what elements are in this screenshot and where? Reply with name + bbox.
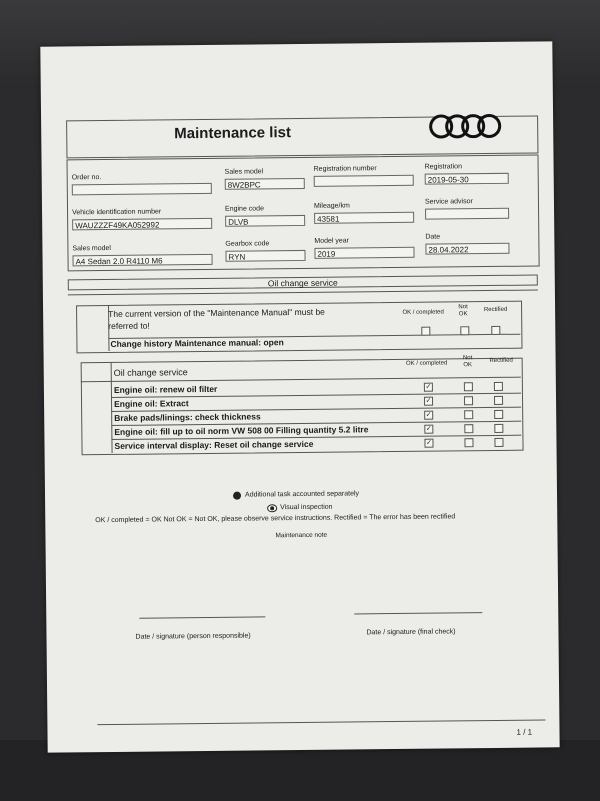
task-not-ok-checkbox[interactable] bbox=[464, 382, 473, 391]
sales-model-code-label: Sales model bbox=[224, 168, 264, 176]
oil-col-rectified-header: Rectified bbox=[489, 357, 513, 365]
order-no-field bbox=[72, 183, 212, 195]
signature-line-left bbox=[139, 616, 265, 618]
section-title: Oil change service bbox=[68, 275, 538, 291]
task-ok-checkbox[interactable]: ✓ bbox=[425, 397, 432, 405]
task-ok-checkbox[interactable]: ✓ bbox=[425, 411, 432, 419]
additional-task-dot-icon bbox=[233, 492, 241, 500]
oil-task-text: Brake pads/linings: check thickness bbox=[114, 411, 261, 423]
service-advisor-label: Service advisor bbox=[424, 198, 473, 206]
engine-code-label: Engine code bbox=[224, 205, 264, 213]
task-ok-checkbox[interactable]: ✓ bbox=[426, 439, 432, 447]
task-ok-checkbox[interactable]: ✓ bbox=[425, 383, 432, 391]
maintenance-note-label: Maintenance note bbox=[275, 531, 328, 540]
col-rectified-header: Rectified bbox=[483, 306, 508, 314]
legend-additional: Additional task accounted separately bbox=[244, 490, 360, 499]
registration-field: 2019-05-30 bbox=[425, 173, 509, 185]
visual-inspection-eye-icon bbox=[267, 504, 277, 512]
signature-right-label: Date / signature (final check) bbox=[366, 628, 456, 637]
four-rings-logo bbox=[429, 114, 509, 139]
page-number: 1 / 1 bbox=[516, 727, 533, 737]
task-rectified-checkbox[interactable] bbox=[494, 438, 503, 447]
oil-task-text: Engine oil: Extract bbox=[114, 398, 189, 409]
order-no-label: Order no. bbox=[71, 174, 102, 182]
oil-task-text: Engine oil: renew oil filter bbox=[113, 383, 218, 395]
oil-left-column bbox=[81, 362, 113, 453]
engine-code-field: DLVB bbox=[225, 215, 305, 227]
gearbox-code-field: RYN bbox=[225, 250, 305, 262]
model-year-field: 2019 bbox=[314, 247, 414, 259]
registration-label: Registration bbox=[424, 163, 462, 171]
manual-notice bbox=[108, 305, 378, 332]
sales-model-field: A4 Sedan 2.0 R4110 M6 bbox=[73, 254, 213, 266]
registration-number-field bbox=[314, 175, 414, 187]
date-field: 28.04.2022 bbox=[425, 243, 509, 255]
legend-visual: Visual inspection bbox=[280, 503, 333, 512]
task-rectified-checkbox[interactable] bbox=[494, 382, 503, 391]
task-ok-checkbox[interactable]: ✓ bbox=[425, 425, 432, 433]
page-title: Maintenance list bbox=[174, 124, 292, 143]
vin-label: Vehicle identification number bbox=[72, 208, 162, 217]
date-label: Date bbox=[425, 233, 441, 241]
service-advisor-field bbox=[425, 208, 509, 220]
mileage-field: 43581 bbox=[314, 212, 414, 224]
col-ok-header: OK / completed bbox=[402, 309, 444, 316]
manual-history: Change history Maintenance manual: open bbox=[110, 337, 284, 349]
task-rectified-checkbox[interactable] bbox=[494, 424, 503, 433]
vin-field: WAUZZZF49KA052992 bbox=[72, 218, 212, 230]
manual-notice-line1: The current version of the "Maintenance Manual" must be bbox=[108, 306, 325, 320]
oil-col-ok-header: OK / completed bbox=[405, 360, 448, 367]
registration-number-label: Registration number bbox=[313, 165, 377, 173]
gearbox-code-label: Gearbox code bbox=[225, 240, 270, 248]
manual-ok-checkbox[interactable] bbox=[421, 327, 430, 336]
task-not-ok-checkbox[interactable] bbox=[464, 410, 473, 419]
task-rectified-checkbox[interactable] bbox=[494, 396, 503, 405]
legend-explanation: OK / completed = OK Not OK = Not OK, please observe service instructions. Rectified = The error has been rectified bbox=[95, 513, 456, 525]
signature-left-label: Date / signature (person responsible) bbox=[135, 632, 251, 641]
mileage-label: Mileage/km bbox=[313, 202, 350, 210]
manual-not-ok-checkbox[interactable] bbox=[460, 326, 469, 335]
task-not-ok-checkbox[interactable] bbox=[464, 424, 473, 433]
manual-left-column bbox=[76, 305, 109, 351]
oil-col-not-ok-header: Not OK bbox=[462, 355, 473, 369]
manual-notice-line2: referred to! bbox=[108, 320, 150, 332]
oil-task-text: Engine oil: fill up to oil norm VW 508 00 Filling quantity 5.2 litre bbox=[114, 424, 369, 437]
model-year-label: Model year bbox=[314, 237, 350, 245]
oil-heading: Oil change service bbox=[113, 367, 188, 378]
col-not-ok-header: Not OK bbox=[458, 304, 468, 318]
sales-model-label: Sales model bbox=[72, 244, 112, 253]
task-not-ok-checkbox[interactable] bbox=[464, 438, 473, 447]
signature-line-right bbox=[354, 612, 482, 614]
footer-line bbox=[97, 719, 545, 725]
task-rectified-checkbox[interactable] bbox=[494, 410, 503, 419]
oil-task-text: Service interval display: Reset oil change service bbox=[114, 438, 314, 451]
task-not-ok-checkbox[interactable] bbox=[464, 396, 473, 405]
manual-rectified-checkbox[interactable] bbox=[491, 326, 500, 335]
section-divider bbox=[68, 290, 538, 296]
maintenance-sheet bbox=[40, 41, 559, 752]
sales-model-code-field: 8W2BPC bbox=[225, 178, 305, 190]
